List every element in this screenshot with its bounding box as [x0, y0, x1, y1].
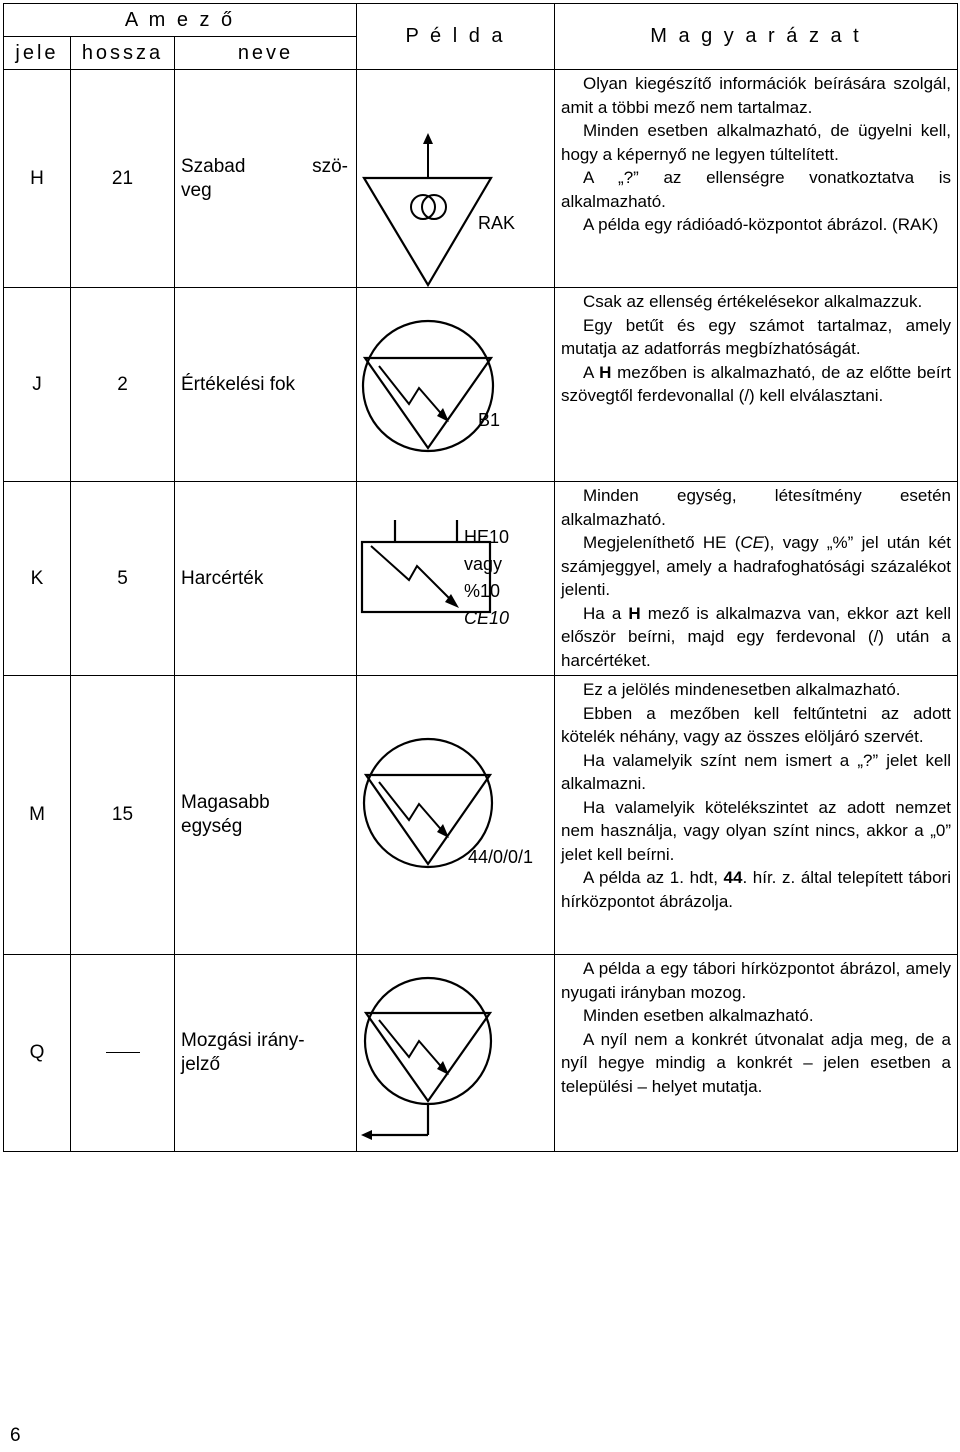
neve-part: egység [181, 816, 243, 837]
text-run: mező is alkalmazva van, ekkor azt kell először beírni, majd egy ferdevonal (/) után a harcértéket. [561, 603, 951, 670]
cell-neve: Harcérték [175, 482, 357, 676]
explanation-text: A nyíl nem a konkrét útvonalat adja meg, de a nyíl hegye mindig a konkrét – jelen esetben a települési – helyet mutatja. [561, 1029, 951, 1096]
cell-jele: K [4, 482, 71, 676]
explanation-text: Ha valamelyik kötelékszintet az adott nemzet nem használja, vagy olyan színt nincs, akkor a „0” jelet kell beírni. [561, 797, 951, 864]
table-row-m [4, 676, 958, 955]
cell-pelda [357, 288, 555, 482]
table-row-j [4, 288, 958, 482]
cell-neve [175, 955, 357, 1152]
explanation-text: Egy betűt és egy számot tartalmaz, amely mutatja az adatforrás megbízhatóságát. [561, 315, 951, 358]
explanation-text [561, 361, 951, 408]
cell-hossza [71, 955, 175, 1152]
text-run: Ha a [583, 603, 629, 623]
cell-hossza: 5 [71, 482, 175, 676]
neve-part: Magasabb [181, 792, 270, 813]
explanation-text: Minden egység, létesítmény esetén alkalmazható. [561, 486, 951, 529]
explanation-text: Minden esetben alkalmazható. [583, 1006, 814, 1025]
text-run: . hír. z. által telepített tábori hírközpontot ábrázolja. [561, 868, 951, 911]
movement-direction-symbol-icon [357, 955, 555, 1151]
explanation-text: Csak az ellenség értékelésekor alkalmazzuk. [583, 292, 923, 311]
neve-part: Szabad [181, 155, 246, 177]
field-table [3, 3, 958, 1152]
neve-part: Mozgási irány- [181, 1030, 305, 1051]
cell-pelda [357, 70, 555, 288]
neve-part: szö- [312, 155, 348, 177]
table-row-q [4, 955, 958, 1152]
explanation-text: Minden esetben alkalmazható, de ügyelni kell, hogy a képernyő ne legyen túltelített. [561, 121, 951, 164]
explanation-text: A „?” az ellenségre vonatkoztatva is alkalmazható. [561, 168, 951, 211]
cell-neve: Értékelési fok [175, 288, 357, 482]
explanation-text: Ez a jelölés mindenesetben alkalmazható. [583, 680, 901, 699]
text-run: Megjeleníthető HE ( [583, 533, 741, 552]
header-jele: jele [4, 37, 71, 70]
header-field-group: A m e z ő [4, 4, 357, 37]
cell-pelda [357, 482, 555, 676]
signal-unit-symbol-icon [357, 288, 555, 481]
pelda-label-group [464, 524, 509, 632]
text-run: ), vagy „%” jel után két számjeggyel, amely a hadrafoghatósági százalékot jelenti. [561, 533, 951, 599]
explanation-text [561, 866, 951, 913]
pelda-line: HE10 [464, 527, 510, 547]
text-run: A példa az 1. hdt, [583, 868, 724, 887]
pelda-line: %10 [464, 581, 501, 601]
cell-hossza: 2 [71, 288, 175, 482]
cell-jele: Q [4, 955, 71, 1152]
explanation-text: A példa egy rádióadó-központot ábrázol. (RAK) [583, 215, 939, 234]
cell-neve [175, 676, 357, 955]
neve-part: jelző [181, 1054, 221, 1075]
explanation-text [561, 602, 951, 673]
pelda-label: 44/0/0/1 [468, 847, 534, 867]
pelda-line: vagy [464, 554, 503, 574]
cell-magyarazat [555, 676, 958, 955]
header-magyarazat: M a g y a r á z a t [555, 4, 958, 70]
cell-magyarazat [555, 288, 958, 482]
pelda-label: B1 [478, 410, 501, 430]
cell-magyarazat [555, 70, 958, 288]
header-pelda: P é l d a [357, 4, 555, 70]
signal-unit-symbol-icon [357, 676, 555, 954]
cell-magyarazat [555, 482, 958, 676]
pelda-label: RAK [478, 213, 516, 233]
explanation-text [561, 531, 951, 602]
cell-jele: J [4, 288, 71, 482]
explanation-text: Ha valamelyik színt nem ismert a „?” jelet kell alkalmazni. [561, 750, 951, 793]
cell-hossza: 21 [71, 70, 175, 288]
cell-magyarazat [555, 955, 958, 1152]
header-hossza: hossza [71, 37, 175, 70]
cell-jele: M [4, 676, 71, 955]
header-neve: neve [175, 37, 357, 70]
cell-hossza: 15 [71, 676, 175, 955]
text-run: mezőben is alkalmazható, de az előtte beírt szövegtől ferdevonallal (/) kell elválasztani. [561, 362, 951, 405]
dash-mark [106, 1052, 140, 1053]
header-row-1 [4, 4, 958, 37]
explanation-text: Olyan kiegészítő információk beírására szolgál, amit a többi mező nem tartalmaz. [561, 74, 951, 117]
text-run-bold: H [628, 603, 641, 623]
pelda-line: CE10 [464, 608, 510, 628]
cell-neve [175, 70, 357, 288]
cell-jele: H [4, 70, 71, 288]
table-row-h [4, 70, 958, 288]
explanation-text: Ebben a mezőben kell feltűntetni az adott kötelék néhány, vagy az összes elöljáró szervét. [561, 703, 951, 746]
text-run-italic: CE [740, 533, 765, 552]
text-run: A [583, 362, 600, 382]
radio-relay-symbol-icon [357, 70, 555, 287]
installation-symbol-icon [357, 482, 555, 675]
cell-pelda [357, 676, 555, 955]
explanation-text: A példa a egy tábori hírközpontot ábrázol, amely nyugati irányban mozog. [561, 959, 951, 1002]
page-number: 6 [10, 1425, 21, 1446]
table-row-k [4, 482, 958, 676]
cell-pelda [357, 955, 555, 1152]
text-run-bold: 44 [723, 868, 743, 887]
text-run-bold: H [599, 362, 612, 382]
neve-part: veg [181, 179, 212, 201]
